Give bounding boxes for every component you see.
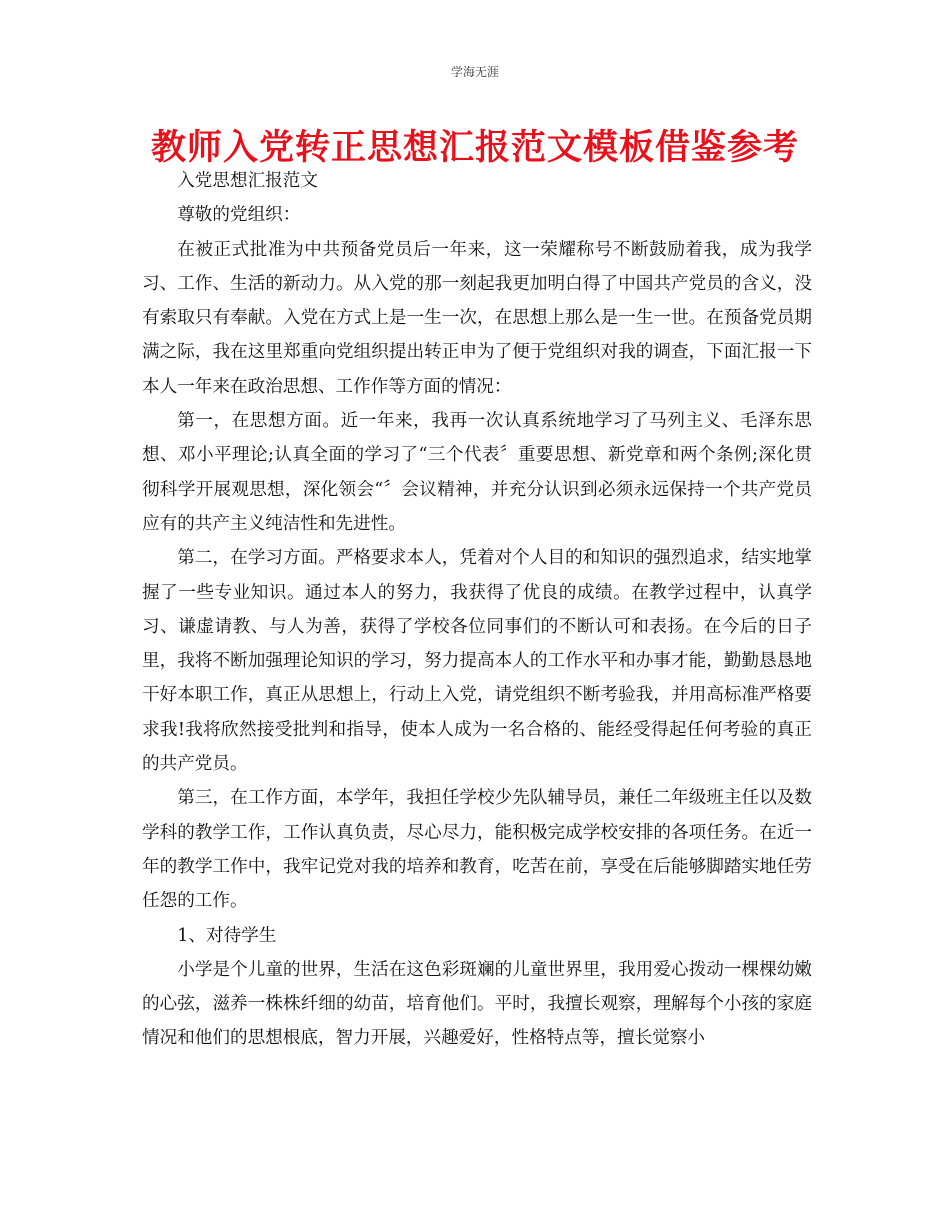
- paragraph-heading: 入党思想汇报范文: [177, 171, 318, 191]
- paragraph-introduction: 在被正式批准为中共预备党员后一年来，这一荣耀称号不断鼓励着我，成为我学习、工作、生活的新动力。从入党的那一刻起我更加明白得了中国共产党员的含义，没有索取只有奉献。入党在方式上是一生一次，在思想上那么是一生一世。在预备党员期满之际，我在这里郑重向党组织提出转正申为了便于党组织对我的调查，下面汇报一下本人一年来在政治思想、工作作等方面的情况：: [142, 239, 812, 397]
- document-body: [142, 164, 812, 1056]
- paragraph-thought: 第一，在思想方面。近一年来，我再一次认真系统地学习了马列主义、毛泽东思想、邓小平理论;认真全面的学习了“三个代表〞重要思想、新党章和两个条例;深化贯彻科学开展观思想，深化领会“〞会议精神，并充分认识到必须永远保持一个共产党员应有的共产主义纯洁性和先进性。: [142, 411, 812, 534]
- paragraph-salutation: 尊敬的党组织：: [177, 205, 301, 226]
- paragraph-students: 小学是个儿童的世界，生活在这色彩斑斓的儿童世界里，我用爱心拨动一棵棵幼嫩的心弦，滋养一株株纤细的幼苗，培育他们。平时，我擅长观察，理解每个小孩的家庭情况和他们的思想根底，智力开展，兴趣爱好，性格特点等，擅长觉察小: [142, 959, 812, 1049]
- paragraph-work: 第三，在工作方面，本学年，我担任学校少先队辅导员，兼任二年级班主任以及数学科的教学工作，工作认真负责，尽心尽力，能积极完成学校安排的各项任务。在近一年的教学工作中，我牢记党对我的培养和教育，吃苦在前，享受在后能够脚踏实地任劳任怨的工作。: [142, 788, 812, 912]
- page-header: 学海无涯: [450, 65, 499, 79]
- paragraph-subheading-students: 1、对待学生: [177, 925, 277, 946]
- document-title: 教师入党转正思想汇报范文模板借鉴参考: [150, 127, 799, 168]
- paragraph-study: 第二，在学习方面。严格要求本人，凭着对个人目的和知识的强烈追求，结实地掌握了一些专业知识。通过本人的努力，我获得了优良的成绩。在教学过程中，认真学习、谦虚请教、与人为善，获得了学校各位同事们的不断认可和表扬。在今后的日子里，我将不断加强理论知识的学习，努力提高本人的工作水平和办事才能，勤勤恳恳地干好本职工作，真正从思想上，行动上入党，请党组织不断考验我，并用高标准严格要求我!我将欣然接受批判和指导，使本人成为一名合格的、能经受得起任何考验的真正的共产党员。: [142, 548, 812, 775]
